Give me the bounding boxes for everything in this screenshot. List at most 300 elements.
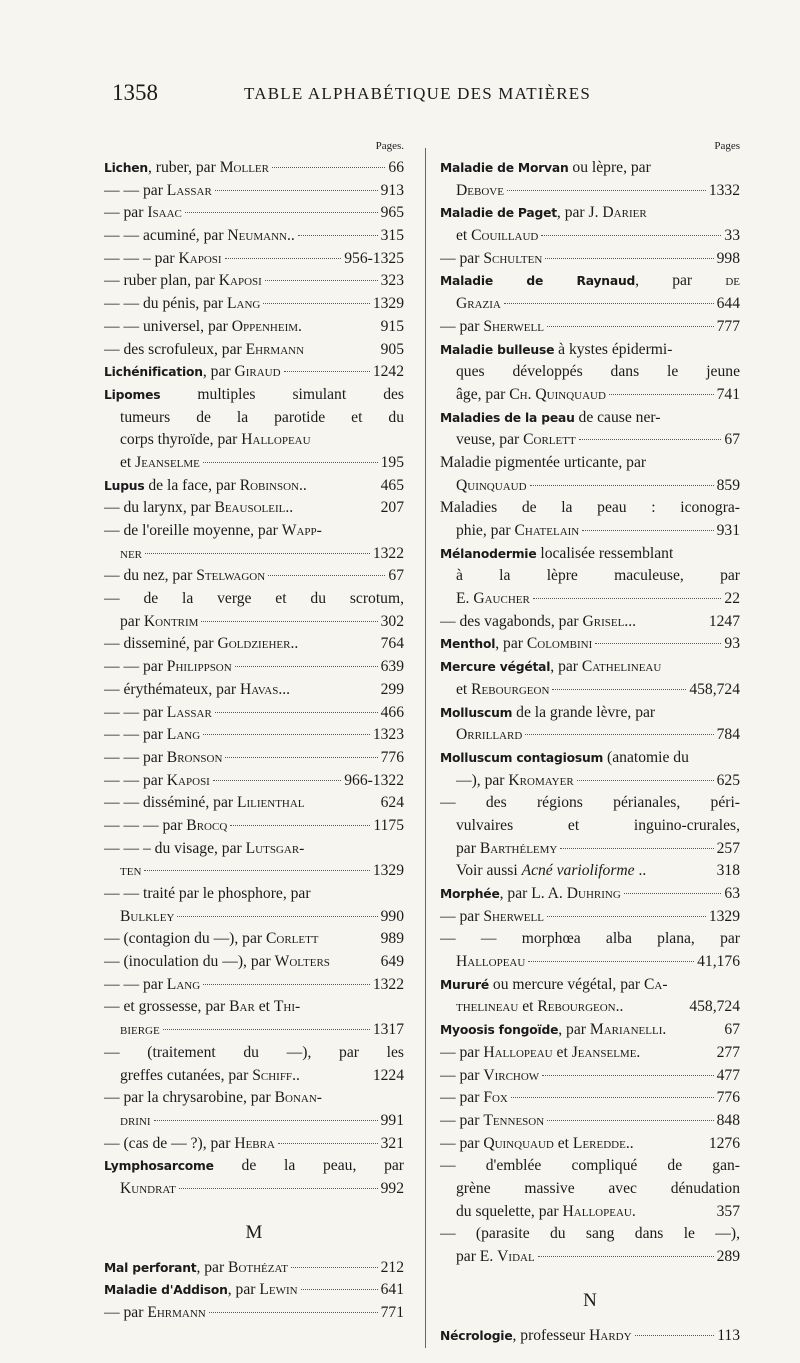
entry-text: Mal perforant, par Bothézat [104, 1258, 288, 1276]
page-ref: 777 [716, 317, 740, 335]
entry-text: — des vagabonds, par Grisel... [440, 612, 637, 630]
dot-leader [639, 1211, 714, 1212]
page-ref: 771 [380, 1304, 404, 1321]
index-entry-line [440, 565, 740, 588]
entry-text: Lymphosarcome de la peau, par [104, 1157, 404, 1175]
page-ref: 649 [380, 953, 404, 971]
index-entry-line [440, 951, 740, 974]
index-entry-line [440, 838, 740, 861]
page-ref: 458,724 [689, 998, 740, 1016]
index-entry-line [440, 316, 740, 339]
index-entry-line [104, 1042, 404, 1065]
index-entry-line [104, 339, 404, 362]
page-ref: 67 [724, 1021, 740, 1039]
index-entry-line [104, 724, 404, 747]
page-ref: 1247 [708, 612, 740, 630]
page-ref: 67 [388, 567, 404, 585]
index-entry-line [440, 1110, 740, 1133]
index-entry-line [104, 1110, 404, 1133]
dot-leader [213, 779, 341, 781]
index-entry-line [440, 1155, 740, 1178]
index-entry-line [104, 452, 404, 475]
entry-text: Maladies de la peau : iconogra- [440, 499, 740, 517]
entry-text: Kundrat [120, 1179, 176, 1197]
index-entry-line [440, 180, 740, 203]
dot-leader [310, 485, 378, 486]
index-entry-line [104, 475, 404, 498]
index-entry-line [104, 611, 404, 634]
dot-leader [177, 915, 377, 917]
entry-text: — par Hallopeau et Jeanselme. [440, 1043, 641, 1061]
index-entry-line [440, 1178, 740, 1201]
entry-text: — par Sherwell [440, 907, 544, 925]
dot-leader [154, 1119, 378, 1121]
index-entry-line [440, 1065, 740, 1088]
entry-text: — de la verge et du scrotum, [104, 590, 404, 608]
index-entry-line [104, 1178, 404, 1201]
page-ref: 624 [380, 794, 404, 812]
entry-text: — — par Lang [104, 726, 201, 744]
entry-text: — ruber plan, par Kaposi [104, 272, 262, 290]
dot-leader [525, 733, 713, 735]
entry-text: Morphée, par L. A. Duhring [440, 885, 621, 902]
dot-leader [203, 983, 370, 985]
entry-text: — — par Lassar [104, 703, 212, 721]
page-ref: 318 [716, 862, 740, 880]
index-entry-line [104, 951, 404, 974]
index-entry-line [440, 543, 740, 566]
entry-text: — par Virchow [440, 1066, 540, 1084]
entry-text: — — – du visage, par Lutsgar- [104, 839, 305, 857]
dot-leader [179, 1187, 378, 1189]
page-ref: 277 [716, 1043, 740, 1061]
entry-text: Mélanodermie localisée ressemblant [440, 544, 674, 562]
dot-leader [507, 189, 706, 191]
entry-text: — (cas de — ?), par Hebra [104, 1134, 275, 1152]
pages-label: Pages [714, 140, 740, 152]
index-entry-line [104, 815, 404, 838]
entry-text: thelineau et Rebourgeon.. [456, 998, 624, 1016]
entry-text: et Rebourgeon [456, 680, 550, 698]
index-entry-line [104, 770, 404, 793]
page-ref: 966-1322 [344, 771, 404, 789]
dot-leader [235, 665, 378, 667]
entry-text: Menthol, par Colombini [440, 635, 593, 653]
entry-text: — (traitement du —), par les [104, 1043, 404, 1061]
dot-leader [185, 211, 378, 213]
entry-text: Debove [456, 181, 504, 199]
entry-text: — du nez, par Stelwagon [104, 567, 266, 585]
page-ref: 913 [380, 181, 404, 199]
page-ref: 466 [380, 703, 404, 721]
index-entry-line [440, 1325, 740, 1348]
index-entry-line [104, 702, 404, 725]
index-entry-line [440, 248, 740, 271]
dot-leader [560, 847, 713, 849]
entry-text: Maladie de Raynaud, par de [440, 272, 740, 290]
entry-text: Hallopeau [456, 953, 526, 971]
dot-leader [265, 279, 378, 281]
dot-leader [609, 393, 714, 395]
index-entry-line [440, 520, 740, 543]
entry-text: — d'emblée compliqué de gan- [440, 1157, 740, 1175]
dot-leader [203, 733, 370, 735]
entry-text: veuse, par Corlett [456, 431, 576, 449]
entry-text: — (parasite du sang dans le —), [440, 1225, 740, 1243]
index-entry-line [440, 883, 740, 906]
index-entry-line [440, 860, 740, 883]
page-ref: 1224 [372, 1066, 404, 1084]
dot-leader [626, 1006, 686, 1007]
index-entry-line [104, 202, 404, 225]
index-entry-line [104, 1257, 404, 1280]
page-ref: 1175 [373, 816, 404, 834]
page-number: 1358 [112, 80, 158, 105]
entry-text: ques développés dans le jeune [456, 363, 740, 381]
entry-text: — par Quinquaud et Leredde.. [440, 1134, 634, 1152]
entry-text: — — — par Brocq [104, 816, 228, 834]
index-entry-line [440, 1223, 740, 1246]
index-entry-line [104, 565, 404, 588]
index-entry-line [440, 429, 740, 452]
entry-text: Lupus de la face, par Robinson.. [104, 476, 307, 494]
page-ref: 859 [716, 476, 740, 494]
page-ref: 113 [717, 1326, 740, 1344]
page-ref: 41,176 [697, 953, 740, 971]
column-divider [425, 148, 426, 1348]
entry-text: tumeurs de la parotide et du [120, 408, 404, 426]
index-entry-line [440, 974, 740, 997]
dot-leader [307, 349, 378, 350]
index-entry-line [104, 747, 404, 770]
index-entry-line [440, 361, 740, 384]
page-ref: 644 [716, 295, 740, 313]
entry-text: Maladie pigmentée urticante, par [440, 453, 647, 471]
dot-leader [144, 869, 369, 871]
index-entry-line [104, 520, 404, 543]
page-ref: 965 [380, 204, 404, 222]
dot-leader [203, 461, 378, 463]
entry-text: — — traité par le phosphore, par [104, 885, 311, 902]
dot-leader [504, 302, 714, 304]
page-ref: 1323 [372, 726, 404, 744]
entry-text: — (inoculation du —), par Wolters [104, 953, 330, 971]
dot-leader [541, 234, 721, 236]
index-entry-line [440, 588, 740, 611]
index-entry-line [440, 293, 740, 316]
page-ref: 625 [716, 771, 740, 789]
page-ref: 931 [716, 522, 740, 539]
page-ref: 93 [724, 635, 740, 653]
index-entry-line [104, 1065, 404, 1088]
entry-text: grène massive avec dénudation [456, 1179, 740, 1197]
page-ref: 257 [716, 839, 740, 857]
index-column-left [104, 140, 404, 1325]
entry-text: vulvaires et inguino-crurales, [456, 816, 740, 834]
page-ref: 776 [716, 1089, 740, 1107]
dot-leader [230, 824, 370, 826]
index-entry-line [440, 724, 740, 747]
index-entry-line [440, 656, 740, 679]
pages-label: Pages. [375, 140, 404, 152]
entry-text: — par Isaac [104, 204, 182, 222]
index-entry-line [440, 452, 740, 475]
dot-leader [649, 870, 713, 871]
entry-text: — du larynx, par Beausoleil.. [104, 499, 294, 517]
dot-leader [577, 779, 714, 781]
index-entry-line [440, 792, 740, 815]
dot-leader [582, 529, 713, 531]
entry-text: greffes cutanées, par Schiff.. [120, 1066, 300, 1084]
page-ref: 989 [380, 930, 404, 948]
page-ref: 477 [716, 1066, 740, 1084]
entry-text: — — morphœa alba plana, par [440, 930, 740, 948]
entry-text: — érythémateux, par Havas... [104, 680, 291, 698]
entry-text: à la lèpre maculeuse, par [456, 567, 740, 585]
index-entry-line [440, 497, 740, 520]
entry-text: Lichen, ruber, par Moller [104, 159, 269, 176]
index-entry-line [104, 1087, 404, 1110]
index-entry-line [104, 1133, 404, 1156]
index-entry-line [104, 384, 404, 407]
dot-leader [293, 689, 378, 690]
index-entry-line [104, 293, 404, 316]
entry-text: Nécrologie, professeur Hardy [440, 1326, 632, 1344]
index-entry-line [104, 1155, 404, 1178]
index-entry-line [440, 475, 740, 498]
entry-text: corps thyroïde, par Hallopeau [120, 431, 311, 449]
page-ref: 465 [380, 476, 404, 494]
entry-text: — — par Lassar [104, 181, 212, 199]
dot-leader [296, 507, 377, 508]
index-entry-line [104, 633, 404, 656]
page-ref: 1242 [372, 363, 404, 381]
page-ref: 33 [724, 227, 740, 245]
page-ref: 991 [380, 1111, 404, 1129]
index-entry-line [104, 407, 404, 430]
page-ref: 67 [724, 431, 740, 449]
page-ref: 63 [724, 885, 740, 902]
page-ref: 1329 [372, 295, 404, 313]
entry-text: Myoosis fongoïde, par Marianelli. [440, 1021, 667, 1039]
dot-leader [538, 1255, 714, 1257]
index-entry-line [440, 611, 740, 634]
dot-leader [530, 484, 714, 486]
page-ref: 1329 [372, 862, 404, 880]
page-ref: 315 [380, 227, 404, 245]
index-column-right [440, 140, 740, 1347]
page-ref: 195 [380, 453, 404, 471]
entry-text: Lipomes multiples simulant des [104, 385, 404, 403]
index-entry-line [440, 202, 740, 225]
page-ref: 357 [716, 1202, 740, 1220]
page-ref: 764 [380, 635, 404, 653]
dot-leader [201, 620, 377, 622]
page-ref: 289 [716, 1248, 740, 1265]
entry-text: Maladies de la peau de cause ner- [440, 408, 661, 426]
entry-text: et Jeanselme [120, 453, 200, 471]
dot-leader [263, 302, 369, 304]
page-ref: 639 [380, 658, 404, 676]
entry-text: — — par Philippson [104, 658, 232, 676]
entry-text: Mururé ou mercure végétal, par Ca- [440, 975, 668, 993]
page-ref: 458,724 [689, 680, 740, 698]
dot-leader [552, 688, 686, 690]
entry-text: Lichénification, par Giraud [104, 363, 281, 381]
dot-leader [333, 961, 378, 962]
page-ref: 641 [380, 1281, 404, 1299]
index-entry-line [440, 407, 740, 430]
dot-leader [669, 1029, 721, 1030]
entry-text: ner [120, 544, 142, 562]
dot-leader [301, 1288, 378, 1290]
index-entry-line [104, 792, 404, 815]
entry-text: Orrillard [456, 726, 523, 744]
page-ref: 990 [380, 907, 404, 925]
entry-text: âge, par Ch. Quinquaud [456, 385, 606, 403]
entry-text: par E. Vidal [456, 1248, 535, 1265]
index-entry-line [104, 361, 404, 384]
entry-text: — des scrofuleux, par Ehrmann [104, 340, 305, 358]
index-entry-line [440, 339, 740, 362]
entry-text: — — par Kaposi [104, 771, 210, 789]
entry-text: Maladie de Morvan ou lèpre, par [440, 159, 651, 176]
running-title: TABLE ALPHABÉTIQUE DES MATIÈRES [244, 84, 592, 103]
dot-leader [305, 326, 378, 327]
page-ref: 956-1325 [344, 249, 404, 267]
dot-leader [542, 1074, 713, 1076]
dot-leader [533, 597, 722, 599]
entry-text: Molluscum de la grande lèvre, par [440, 703, 656, 721]
index-entry-line [440, 1087, 740, 1110]
index-entry-line [440, 1133, 740, 1156]
index-entry-line [440, 1246, 740, 1269]
page-ref: 302 [380, 612, 404, 630]
dot-leader [639, 621, 706, 622]
index-entry-line [104, 248, 404, 271]
dot-leader [547, 325, 714, 327]
dot-leader [209, 1311, 378, 1313]
index-entry-line [440, 1201, 740, 1224]
dot-leader [225, 257, 342, 259]
index-entry-line [440, 270, 740, 293]
page-ref: 776 [380, 748, 404, 766]
page-ref: 299 [380, 680, 404, 698]
page-ref: 1322 [372, 544, 404, 562]
entry-text: du squelette, par Hallopeau. [456, 1202, 636, 1220]
page-ref: 784 [716, 726, 740, 744]
dot-leader [545, 257, 713, 259]
entry-text: — — acuminé, par Neumann.. [104, 227, 295, 245]
index-entry-line [104, 656, 404, 679]
dot-leader [643, 1052, 713, 1053]
page-header [112, 80, 732, 110]
dot-leader [298, 234, 378, 236]
index-entry-line [440, 1042, 740, 1065]
index-entry-line [104, 906, 404, 929]
entry-text: Maladie bulleuse à kystes épidermi- [440, 340, 673, 358]
page-ref: 1322 [372, 975, 404, 993]
section-letter: M [245, 1221, 263, 1243]
index-entry-line [440, 633, 740, 656]
index-entry-line [440, 928, 740, 951]
entry-text: — par la chrysarobine, par Bonan- [104, 1089, 322, 1107]
index-entry-line [440, 384, 740, 407]
entry-text: Maladie d'Addison, par Lewin [104, 1281, 298, 1299]
page-ref: 741 [716, 385, 740, 403]
dot-leader [278, 1142, 378, 1144]
index-entry-line [440, 157, 740, 180]
dot-leader [301, 643, 377, 644]
index-entry-line [440, 1019, 740, 1042]
index-entry-line [104, 429, 404, 452]
index-entry-line [440, 906, 740, 929]
entry-text: Quinquaud [456, 476, 527, 494]
entry-text: par Kontrim [120, 612, 199, 630]
dot-leader [624, 892, 722, 894]
entry-text: Molluscum contagiosum (anatomie du [440, 748, 689, 766]
index-entry-line [104, 860, 404, 883]
index-entry-line [104, 1019, 404, 1042]
index-entry-line [440, 702, 740, 725]
index-entry-line [104, 679, 404, 702]
dot-leader [303, 1075, 370, 1076]
page-ref: 915 [380, 317, 404, 335]
entry-text: — des régions périanales, péri- [440, 794, 740, 812]
index-entry-line [104, 996, 404, 1019]
dot-leader [215, 711, 378, 713]
entry-text: — de l'oreille moyenne, par Wapp- [104, 522, 322, 539]
entry-text: — — – par Kaposi [104, 249, 222, 267]
entry-text: et Couillaud [456, 227, 539, 245]
dot-leader [225, 756, 377, 758]
dot-leader [145, 552, 370, 554]
dot-leader [215, 189, 378, 191]
page-ref: 1329 [708, 907, 740, 925]
index-entry-line [104, 838, 404, 861]
page-ref: 321 [380, 1134, 404, 1152]
page-ref: 998 [716, 249, 740, 267]
index-entry-line [104, 157, 404, 180]
dot-leader [547, 1119, 713, 1121]
entry-text: — par Sherwell [440, 317, 544, 335]
entry-text: — par Tenneson [440, 1111, 545, 1129]
index-entry-line [440, 679, 740, 702]
page-ref: 905 [380, 340, 404, 358]
page-ref: 207 [380, 499, 404, 517]
dot-leader [284, 370, 370, 372]
entry-text: — — par Bronson [104, 748, 223, 766]
page-ref: 1317 [372, 1021, 404, 1039]
index-entry-line [440, 996, 740, 1019]
page-ref: 1332 [708, 181, 740, 199]
dot-leader [595, 642, 721, 644]
index-entry-line [104, 270, 404, 293]
entry-text: bierge [120, 1021, 160, 1039]
index-entry-line [104, 588, 404, 611]
page-ref: 323 [380, 272, 404, 290]
page-ref: 1276 [708, 1134, 740, 1152]
index-entry-line [440, 770, 740, 793]
entry-text: — disseminé, par Goldzieher.. [104, 635, 299, 653]
dot-leader [291, 1266, 378, 1268]
index-entry-line [104, 316, 404, 339]
entry-text: Bulkley [120, 907, 175, 925]
dot-leader [511, 1096, 714, 1098]
dot-leader [637, 1143, 706, 1144]
dot-leader [635, 1334, 715, 1336]
entry-text: — par Schulten [440, 249, 543, 267]
